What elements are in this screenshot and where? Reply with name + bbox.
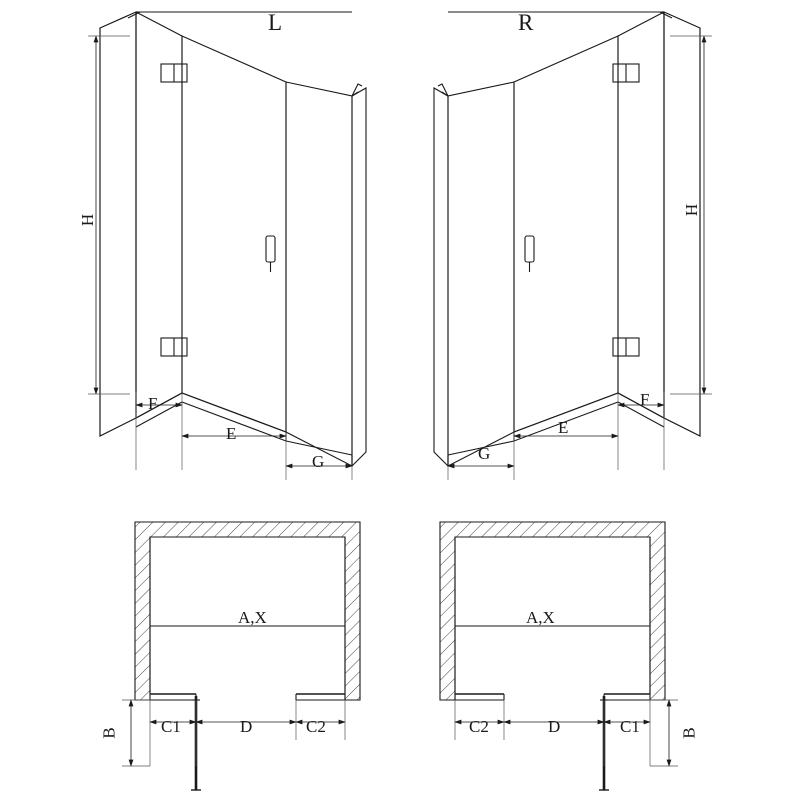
elevation-right [434, 12, 700, 466]
plan-label-AX-right: A,X [526, 608, 555, 627]
plan-dimension-C2-right: C2 [469, 717, 489, 736]
elevation-left [100, 12, 366, 466]
dimension-label-H-right: H [682, 203, 702, 217]
view-label-left: L [268, 10, 283, 35]
dimension-label-F-right: F [640, 390, 650, 409]
plan-dimension-B-left: B [99, 727, 119, 739]
plan-dimension-C2-left: C2 [306, 717, 326, 736]
view-label-right: R [518, 10, 534, 35]
dimension-label-F-left: F [148, 394, 158, 413]
plan-dimension-C1-left: C1 [161, 717, 181, 736]
dimension-plan-right [455, 626, 669, 766]
plan-label-AX-left: A,X [238, 608, 267, 627]
plan-dimension-D-left: D [240, 717, 253, 736]
dimension-plan-left [131, 626, 345, 766]
dimension-label-H-left: H [78, 213, 98, 227]
plan-dimension-C1-right: C1 [620, 717, 640, 736]
dimension-label-E-right: E [558, 418, 569, 437]
dimension-label-E-left: E [226, 424, 237, 443]
plan-left [135, 522, 360, 790]
plan-right [440, 522, 665, 790]
plan-dimension-B-right: B [679, 727, 699, 739]
dimension-label-G-left: G [312, 452, 325, 471]
dimension-label-G-right: G [478, 444, 491, 463]
plan-dimension-D-right: D [548, 717, 561, 736]
